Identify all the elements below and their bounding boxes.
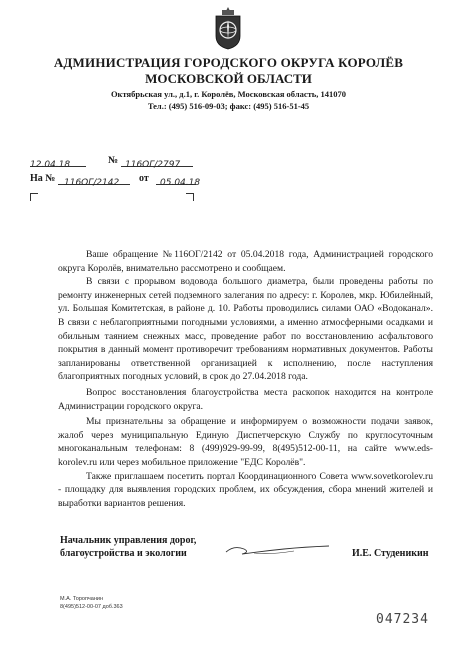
signatory-title-line2: благоустройства и экологии — [60, 548, 187, 559]
registration-number-line — [121, 154, 193, 170]
organization-phone: Тел.: (495) 516-09-03; факс: (495) 516-51-45 — [147, 101, 310, 111]
reply-number-line — [58, 172, 130, 188]
registration-number: 116ОГ/2797 — [125, 160, 181, 170]
letter-body — [58, 248, 433, 510]
stamp-number: 047234 — [376, 612, 429, 627]
reply-date: 05.04.18 — [160, 178, 201, 188]
number-label: № — [108, 155, 119, 166]
paragraph-control: Вопрос восстановления благоустройства места раскопок находится на контроле Администрации городского округа. — [58, 386, 433, 412]
reply-number: 116ОГ/2142 — [64, 178, 120, 188]
right-corner-mark — [186, 193, 194, 201]
organization-subtitle: МОСКОВСКОЙ ОБЛАСТИ — [145, 71, 312, 86]
paragraph-intro: Ваше обращение №116ОГ/2142 от 05.04.2018 года, Администрацией городского округа Королёв, внимательно рассмотрено и сообщаем. — [58, 249, 433, 274]
handwritten-signature — [224, 537, 334, 559]
organization-title: АДМИНИСТРАЦИЯ ГОРОДСКОГО ОКРУГА КОРОЛЁВ — [53, 55, 404, 70]
registration-date: 12.04.18 — [30, 160, 71, 170]
signatory-title-line1: Начальник управления дорог, — [60, 535, 197, 546]
from-label: от — [139, 173, 149, 184]
executor-phone: 8(495)512-00-07 доб.363 — [60, 604, 123, 610]
left-corner-mark — [30, 193, 38, 201]
registration-date-line — [30, 154, 86, 170]
organization-address: Октябрьская ул., д.1, г. Королёв, Московская область, 141070 — [110, 89, 347, 99]
coat-of-arms-icon — [213, 6, 243, 50]
signatory-name: И.Е. Студеникин — [352, 548, 429, 559]
paragraph-repair: В связи с прорывом водовода большого диаметра, были проведены работы по ремонту инженерных сетей подземного залегания по адресу: г. Королев, мкр. Юбилейный, ул. Большая Комитетская, в районе д. 10. Работы проводились силами ОАО «Водоканал». В связи с неблагоприятными погодными условиями, а именно атмосферными осадками и обильным таянием снежных масс, проведение работ по восстановлению асфальтового покрытия в данный момент противоречит требованиям нормативных документов. Работы запланированы ответственной организацией к исполнению, после наступления благоприятных погодных условий, в срок до 27.04.2018 года. — [58, 276, 433, 383]
reply-label: На № — [30, 173, 56, 184]
reply-date-line — [156, 172, 201, 188]
paragraph-portal: Также приглашаем посетить портал Координационного Совета www.sovetkorolev.ru - площадку для выявления городских проблем, их обсуждения, сбора мнений жителей и выработки вариантов решения. — [58, 470, 433, 509]
executor-name: М.А. Торопчанин — [60, 596, 103, 602]
paragraph-contacts: Мы признательны за обращение и информируем о возможности подачи заявок, жалоб через муниципальную Единую Диспетчерскую Службу по круглосуточным многоканальным телефонам: 8 (499)929-99-99, 8(495)512-00-11, на сайте www.eds-korolev.ru или через мобильное приложение "ЕДС Королёв". — [58, 416, 433, 468]
